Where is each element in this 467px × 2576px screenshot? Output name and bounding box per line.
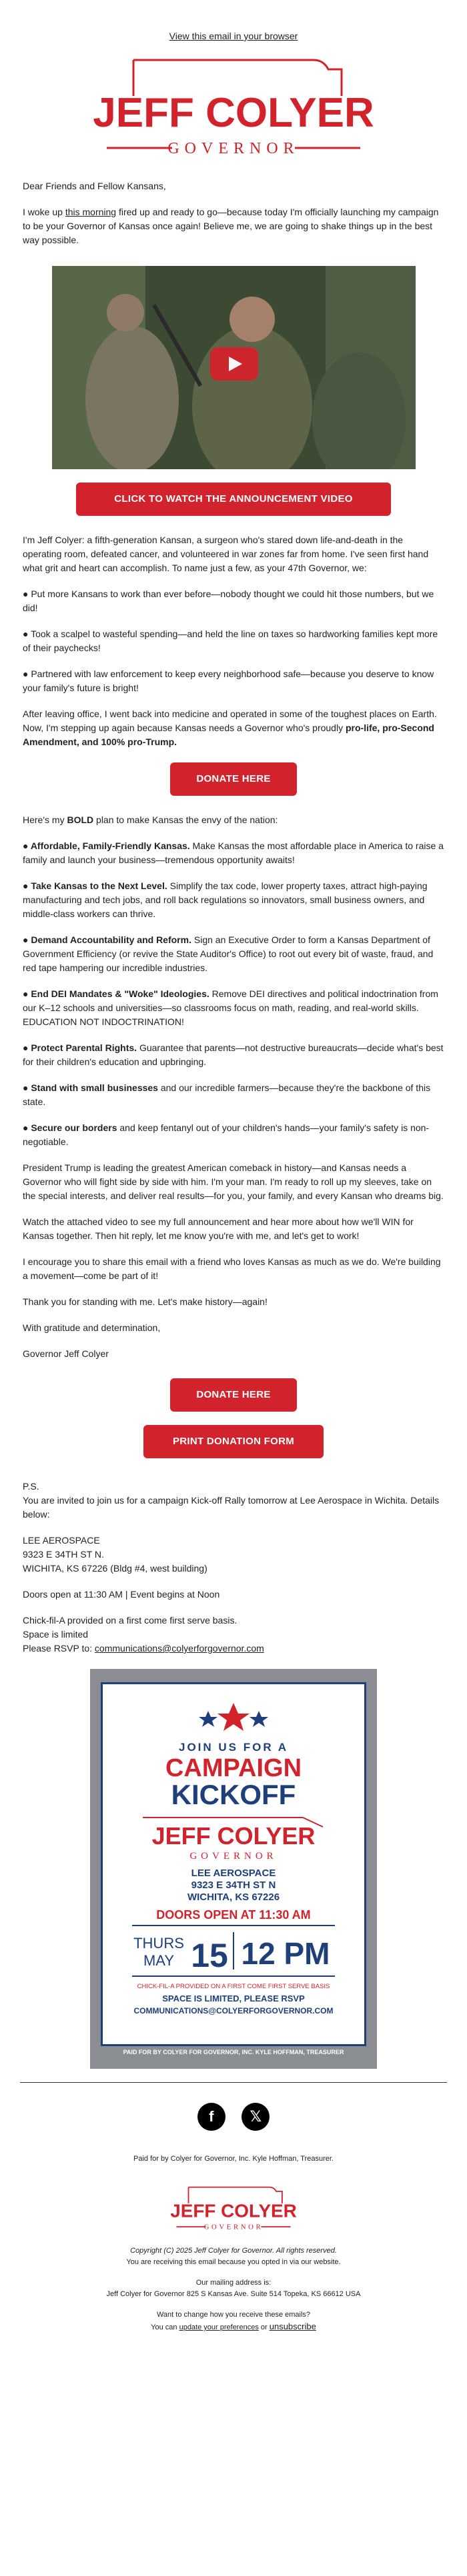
facebook-icon[interactable]: f	[197, 2103, 225, 2131]
social-links	[20, 2103, 447, 2131]
watch-video-button[interactable]: CLICK TO WATCH THE ANNOUNCEMENT VIDEO	[76, 483, 391, 516]
print-donation-form-button[interactable]: PRINT DONATION FORM	[143, 1425, 324, 1458]
flyer-day: THURS	[133, 1935, 184, 1951]
logo-name: JEFF COLYER	[93, 90, 374, 136]
closing-paragraph-trump: President Trump is leading the greatest American comeback in history—and Kansas needs a Governor who will fight side by side with him. I'm your man. I'm ready to roll up my sleeves, take on the special interests, and deliver real results—for you, your family, and every Kansan who dreams big.	[23, 1162, 444, 1201]
footer-preferences: You can update your preferences or unsubscribe	[151, 2321, 316, 2331]
flyer-date: 15	[191, 1937, 228, 1974]
flyer-space: SPACE IS LIMITED, PLEASE RSVP	[162, 1993, 305, 2003]
footer-change-question: Want to change how you receive these emails?	[156, 2311, 311, 2319]
update-preferences-link[interactable]: update your preferences	[179, 2323, 259, 2331]
flyer-kickoff: KICKOFF	[171, 1779, 296, 1810]
email-container	[20, 0, 447, 2333]
footer-mailing-address: Jeff Colyer for Governor 825 S Kansas Ave. Suite 514 Topeka, KS 66612 USA	[106, 2290, 361, 2298]
footer-logo	[20, 2185, 447, 2236]
view-in-browser	[20, 0, 447, 45]
flyer-city: WICHITA, KS 67226	[187, 1892, 280, 1903]
plan-item: ● Demand Accountability and Reform. Sign an Executive Order to form a Kansas Department of Government Efficiency (or revive the State Auditor's Office) to root out every bit of waste, fraud, and red tape hampering our incredible industries.	[23, 934, 434, 973]
intro-paragraph: I woke up this morning fired up and ready to go—because today I'm officially launching my campaign to be your Governor of Kansas once again! Believe me, we are going to shake things up in the best way possible.	[23, 207, 439, 245]
unsubscribe-link[interactable]: unsubscribe	[269, 2321, 316, 2331]
plan-item: ● Take Kansas to the Next Level. Simplify the tax code, lower property taxes, attract high-paying manufacturing and tech jobs, and roll back regulations so innovators, small business owners, and middle-class workers can thrive.	[23, 880, 428, 919]
view-in-browser-link[interactable]: View this email in your browser	[169, 31, 298, 41]
ps-address-line-2: WICHITA, KS 67226 (Bldg #4, west building)	[23, 1563, 207, 1574]
footer-mailing-label: Our mailing address is:	[195, 2279, 272, 2287]
bio-bullet-spending: ● Took a scalpel to wasteful spending—and held the line on taxes so hardworking families kept more of their paychecks!	[23, 629, 438, 653]
signature: Governor Jeff Colyer	[23, 1348, 109, 1359]
flyer-email: COMMUNICATIONS@COLYERFORGOVERNOR.COM	[133, 2006, 334, 2015]
closing-paragraph-share: I encourage you to share this email with a friend who loves Kansas as much as we do. We're building a movement—come be part of it!	[23, 1256, 441, 1281]
after-office-paragraph: After leaving office, I went back into medicine and operated in some of the toughest places on Earth. Now, I'm stepping up again because Kansas needs a Governor who's proudly pro-life, pro-Second Amendment, and 100% pro-Trump.	[23, 708, 437, 747]
flyer-campaign: CAMPAIGN	[165, 1754, 302, 1782]
footer-paid-for: Paid for by Colyer for Governor, Inc. Kyle Hoffman, Treasurer.	[133, 2155, 334, 2163]
footer-opted-in: You are receiving this email because you opted in via our website.	[126, 2258, 341, 2266]
ps-space: Space is limited	[23, 1629, 89, 1640]
ps-food: Chick-fil-A provided on a first come first serve basis.	[23, 1615, 238, 1626]
plan-item: ● Protect Parental Rights. Guarantee that parents—not destructive bureaucrats—decide what's best for their children's education and upbringing.	[23, 1042, 444, 1067]
donate-button-1[interactable]: DONATE HERE	[170, 762, 297, 796]
flyer-paid-for: PAID FOR BY COLYER FOR GOVERNOR, INC. KYLE HOFFMAN, TREASURER	[123, 2049, 344, 2055]
logo-title: GOVERNOR	[167, 140, 300, 157]
ps-rsvp: Please RSVP to: communications@colyerforgovernor.com	[23, 1643, 264, 1654]
flyer-doors: DOORS OPEN AT 11:30 AM	[156, 1908, 311, 1922]
bio-paragraph: I'm Jeff Colyer: a fifth-generation Kansan, a surgeon who's stared down life-and-death in the operating room, defeated cancer, and volunteered in war zones far from home. I've seen first hand what grit and heart can accomplish. To name just a few, as your 47th Governor, we:	[23, 535, 429, 573]
x-twitter-icon[interactable]: 𝕏	[242, 2103, 270, 2131]
bio-bullet-safety: ● Partnered with law enforcement to keep every neighborhood safe—because you deserve to know your family's future is bright!	[23, 668, 434, 693]
closing-paragraph-video: Watch the attached video to see my full announcement and hear more about how we'll WIN for Kansas together. Then hit reply, let me know you're with me, and let's get to work!	[23, 1216, 414, 1241]
footer-logo-title: GOVERNOR	[203, 2223, 264, 2231]
flyer-food: CHICK-FIL-A PROVIDED ON A FIRST COME FIRST SERVE BASIS	[137, 1983, 330, 1990]
greeting: Dear Friends and Fellow Kansans,	[23, 181, 166, 191]
bio-bullet-jobs: ● Put more Kansans to work than ever before—nobody thought we could hit those numbers, but we did!	[23, 589, 434, 613]
rsvp-email-link[interactable]: communications@colyerforgovernor.com	[94, 1643, 264, 1654]
flyer-venue: LEE AEROSPACE	[191, 1868, 276, 1879]
closing-sign-off: With gratitude and determination,	[23, 1322, 161, 1333]
flyer-street: 9323 E 34TH ST N	[191, 1880, 276, 1891]
this-morning-link[interactable]: this morning	[65, 207, 117, 217]
plan-intro: Here's my BOLD plan to make Kansas the envy of the nation:	[23, 814, 278, 825]
footer-divider	[20, 2082, 447, 2083]
ps-venue: LEE AEROSPACE	[23, 1535, 100, 1546]
footer-logo-name: JEFF COLYER	[170, 2200, 297, 2221]
flyer-name: JEFF COLYER	[151, 1822, 316, 1850]
play-button-icon[interactable]	[210, 347, 258, 381]
flyer-time: 12 PM	[241, 1936, 330, 1971]
flyer-month: MAY	[143, 1952, 175, 1969]
announcement-video-thumbnail[interactable]	[52, 266, 416, 469]
ps-label: P.S.	[23, 1481, 39, 1492]
ps-times: Doors open at 11:30 AM | Event begins at Noon	[23, 1589, 220, 1600]
ps-invite: You are invited to join us for a campaign Kick-off Rally tomorrow at Lee Aerospace in Wichita. Details below:	[23, 1495, 440, 1520]
campaign-logo	[20, 55, 447, 165]
plan-item: ● Secure our borders and keep fentanyl out of your children's hands—your family's safety is non-negotiable.	[23, 1122, 430, 1147]
ps-address-line-1: 9323 E 34TH ST N.	[23, 1549, 104, 1560]
closing-paragraph-thanks: Thank you for standing with me. Let's make history—again!	[23, 1296, 268, 1307]
footer-copyright: Copyright (C) 2025 Jeff Colyer for Governor. All rights reserved.	[130, 2247, 337, 2255]
kickoff-flyer	[90, 1669, 377, 2069]
plan-item: ● End DEI Mandates & "Woke" Ideologies. Remove DEI directives and political indoctrination from our K–12 schools and universities—so classrooms focus on math, reading, and real-world skills. EDUCATION NOT INDOCTRINATION!	[23, 988, 438, 1027]
plan-item: ● Affordable, Family-Friendly Kansas. Make Kansas the most affordable place in America to raise a family and launch your business—tremendous opportunity awaits!	[23, 840, 444, 865]
donate-button-2[interactable]: DONATE HERE	[170, 1378, 297, 1412]
plan-item: ● Stand with small businesses and our incredible farmers—because they're the backbone of this state.	[23, 1082, 431, 1107]
flyer-join: JOIN US FOR A	[179, 1741, 288, 1754]
flyer-title: GOVERNOR	[189, 1851, 278, 1862]
